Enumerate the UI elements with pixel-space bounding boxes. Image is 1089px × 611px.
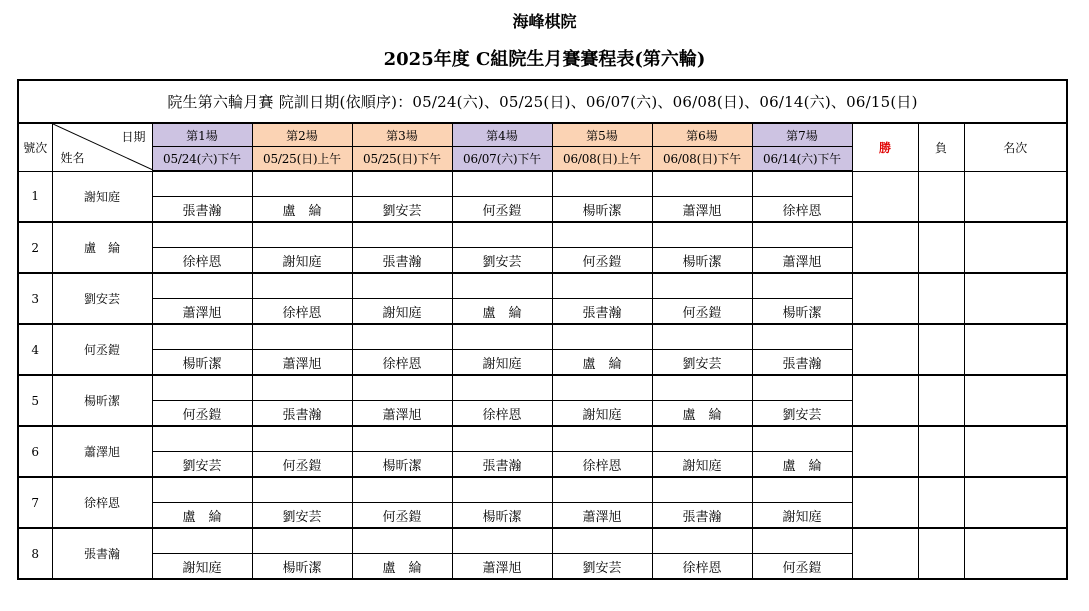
round-5-date: 06/08(日)上午 <box>552 147 652 172</box>
result-cell[interactable] <box>152 375 252 401</box>
result-cell[interactable] <box>652 528 752 554</box>
round-7-header: 第7場 <box>752 123 852 147</box>
win-cell[interactable] <box>852 324 918 375</box>
opponent-name: 蕭澤旭 <box>252 350 352 376</box>
win-cell[interactable] <box>852 528 918 579</box>
result-cell[interactable] <box>152 324 252 350</box>
rank-cell[interactable] <box>964 528 1067 579</box>
player-row <box>18 426 1067 452</box>
result-cell[interactable] <box>452 477 552 503</box>
result-cell[interactable] <box>752 171 852 197</box>
result-cell[interactable] <box>252 477 352 503</box>
result-cell[interactable] <box>452 426 552 452</box>
result-cell[interactable] <box>552 528 652 554</box>
round-5-header: 第5場 <box>552 123 652 147</box>
player-name: 何丞鎧 <box>52 324 152 375</box>
result-cell[interactable] <box>152 273 252 299</box>
result-cell[interactable] <box>452 222 552 248</box>
result-cell[interactable] <box>152 528 252 554</box>
result-cell[interactable] <box>452 273 552 299</box>
round-2-date: 05/25(日)上午 <box>252 147 352 172</box>
player-row <box>18 375 1067 401</box>
result-cell[interactable] <box>752 477 852 503</box>
opponent-name: 何丞鎧 <box>152 401 252 427</box>
opponent-name: 劉安芸 <box>152 452 252 478</box>
opponent-name: 徐梓恩 <box>752 197 852 223</box>
opponent-name: 楊昕潔 <box>652 248 752 274</box>
opponent-name: 蕭澤旭 <box>152 299 252 325</box>
round-2-header: 第2場 <box>252 123 352 147</box>
opponent-name: 何丞鎧 <box>452 197 552 223</box>
result-cell[interactable] <box>652 426 752 452</box>
opponent-name: 劉安芸 <box>252 503 352 529</box>
result-cell[interactable] <box>252 426 352 452</box>
result-cell[interactable] <box>352 273 452 299</box>
lose-cell[interactable] <box>918 171 964 222</box>
player-name: 劉安芸 <box>52 273 152 324</box>
player-name: 蕭澤旭 <box>52 426 152 477</box>
schedule-table <box>17 79 1068 580</box>
opponent-name: 張書瀚 <box>652 503 752 529</box>
opponent-name: 謝知庭 <box>352 299 452 325</box>
result-cell[interactable] <box>252 171 352 197</box>
player-number: 5 <box>18 375 52 426</box>
opponent-name: 何丞鎧 <box>652 299 752 325</box>
lose-cell[interactable] <box>918 426 964 477</box>
result-cell[interactable] <box>752 426 852 452</box>
opponent-name: 劉安芸 <box>652 350 752 376</box>
opponent-name: 劉安芸 <box>352 197 452 223</box>
result-cell[interactable] <box>452 528 552 554</box>
school-title: 海峰棋院 <box>512 12 577 31</box>
player-number: 7 <box>18 477 52 528</box>
result-cell[interactable] <box>152 426 252 452</box>
lose-cell[interactable] <box>918 375 964 426</box>
result-cell[interactable] <box>352 375 452 401</box>
opponent-name: 謝知庭 <box>552 401 652 427</box>
opponent-name: 張書瀚 <box>752 350 852 376</box>
player-row <box>18 171 1067 197</box>
opponent-name: 楊昕潔 <box>152 350 252 376</box>
opponent-name: 楊昕潔 <box>352 452 452 478</box>
lose-cell[interactable] <box>918 528 964 579</box>
result-cell[interactable] <box>352 477 452 503</box>
rank-cell[interactable] <box>964 222 1067 273</box>
result-cell[interactable] <box>652 324 752 350</box>
opponent-name: 徐梓恩 <box>352 350 452 376</box>
player-name: 徐梓恩 <box>52 477 152 528</box>
player-row <box>18 273 1067 299</box>
opponent-name: 蕭澤旭 <box>552 503 652 529</box>
result-cell[interactable] <box>552 171 652 197</box>
opponent-name: 何丞鎧 <box>552 248 652 274</box>
result-cell[interactable] <box>652 477 752 503</box>
name-header-label: 姓名 <box>60 150 85 165</box>
result-cell[interactable] <box>252 375 352 401</box>
result-cell[interactable] <box>752 528 852 554</box>
player-row <box>18 222 1067 248</box>
result-cell[interactable] <box>552 222 652 248</box>
opponent-name: 盧 綸 <box>652 401 752 427</box>
seq-header: 號次 <box>18 123 52 171</box>
round-4-date: 06/07(六)下午 <box>452 147 552 172</box>
win-cell[interactable] <box>852 375 918 426</box>
opponent-name: 楊昕潔 <box>452 503 552 529</box>
rank-cell[interactable] <box>964 171 1067 222</box>
result-cell[interactable] <box>252 222 352 248</box>
lose-header: 負 <box>918 123 964 171</box>
schedule-title: 2025年度 C組院生月賽賽程表(第六輪) <box>383 49 706 70</box>
opponent-name: 楊昕潔 <box>252 554 352 580</box>
opponent-name: 何丞鎧 <box>752 554 852 580</box>
opponent-name: 盧 綸 <box>552 350 652 376</box>
win-cell[interactable] <box>852 477 918 528</box>
win-header: 勝 <box>852 123 918 171</box>
opponent-name: 謝知庭 <box>252 248 352 274</box>
result-cell[interactable] <box>452 171 552 197</box>
opponent-name: 蕭澤旭 <box>352 401 452 427</box>
lose-cell[interactable] <box>918 324 964 375</box>
result-cell[interactable] <box>552 375 652 401</box>
rank-cell[interactable] <box>964 477 1067 528</box>
opponent-name: 盧 綸 <box>452 299 552 325</box>
opponent-name: 楊昕潔 <box>552 197 652 223</box>
result-cell[interactable] <box>752 375 852 401</box>
opponent-name: 盧 綸 <box>152 503 252 529</box>
result-cell[interactable] <box>252 324 352 350</box>
result-cell[interactable] <box>452 375 552 401</box>
opponent-name: 徐梓恩 <box>152 248 252 274</box>
player-name: 張書瀚 <box>52 528 152 579</box>
result-cell[interactable] <box>652 222 752 248</box>
rank-cell[interactable] <box>964 375 1067 426</box>
result-cell[interactable] <box>552 477 652 503</box>
round-3-date: 05/25(日)下午 <box>352 147 452 172</box>
player-number: 8 <box>18 528 52 579</box>
opponent-name: 徐梓恩 <box>452 401 552 427</box>
win-cell[interactable] <box>852 171 918 222</box>
lose-cell[interactable] <box>918 273 964 324</box>
player-number: 6 <box>18 426 52 477</box>
opponent-name: 何丞鎧 <box>252 452 352 478</box>
opponent-name: 徐梓恩 <box>252 299 352 325</box>
opponent-name: 謝知庭 <box>152 554 252 580</box>
player-name: 楊昕潔 <box>52 375 152 426</box>
result-cell[interactable] <box>152 477 252 503</box>
opponent-name: 蕭澤旭 <box>652 197 752 223</box>
win-cell[interactable] <box>852 426 918 477</box>
result-cell[interactable] <box>652 273 752 299</box>
player-row <box>18 528 1067 554</box>
rank-header: 名次 <box>964 123 1067 171</box>
opponent-name: 張書瀚 <box>452 452 552 478</box>
result-cell[interactable] <box>552 273 652 299</box>
result-cell[interactable] <box>652 171 752 197</box>
player-name: 謝知庭 <box>52 171 152 222</box>
round-4-header: 第4場 <box>452 123 552 147</box>
result-cell[interactable] <box>752 273 852 299</box>
opponent-name: 楊昕潔 <box>752 299 852 325</box>
opponent-name: 劉安芸 <box>552 554 652 580</box>
opponent-name: 張書瀚 <box>152 197 252 223</box>
player-number: 3 <box>18 273 52 324</box>
opponent-name: 蕭澤旭 <box>452 554 552 580</box>
result-cell[interactable] <box>652 375 752 401</box>
opponent-name: 謝知庭 <box>652 452 752 478</box>
rank-cell[interactable] <box>964 324 1067 375</box>
result-cell[interactable] <box>352 222 452 248</box>
result-cell[interactable] <box>252 528 352 554</box>
result-cell[interactable] <box>352 528 452 554</box>
opponent-name: 徐梓恩 <box>652 554 752 580</box>
player-number: 4 <box>18 324 52 375</box>
rank-cell[interactable] <box>964 273 1067 324</box>
round-7-date: 06/14(六)下午 <box>752 147 852 172</box>
player-number: 2 <box>18 222 52 273</box>
win-cell[interactable] <box>852 273 918 324</box>
result-cell[interactable] <box>552 426 652 452</box>
opponent-name: 盧 綸 <box>352 554 452 580</box>
round-6-date: 06/08(日)下午 <box>652 147 752 172</box>
result-cell[interactable] <box>252 273 352 299</box>
opponent-name: 蕭澤旭 <box>752 248 852 274</box>
opponent-name: 謝知庭 <box>452 350 552 376</box>
result-cell[interactable] <box>452 324 552 350</box>
result-cell[interactable] <box>752 222 852 248</box>
round-1-header: 第1場 <box>152 123 252 147</box>
result-cell[interactable] <box>752 324 852 350</box>
player-name: 盧 綸 <box>52 222 152 273</box>
result-cell[interactable] <box>152 171 252 197</box>
date-name-header <box>52 123 152 171</box>
opponent-name: 徐梓恩 <box>552 452 652 478</box>
opponent-name: 盧 綸 <box>252 197 352 223</box>
opponent-name: 劉安芸 <box>452 248 552 274</box>
opponent-name: 盧 綸 <box>752 452 852 478</box>
result-cell[interactable] <box>352 171 452 197</box>
round-3-header: 第3場 <box>352 123 452 147</box>
win-cell[interactable] <box>852 222 918 273</box>
training-dates-notice: 院生第六輪月賽 院訓日期(依順序)：05/24(六)、05/25(日)、06/07(六)、06/08(日)、06/14(六)、06/15(日) <box>18 80 1067 123</box>
opponent-name: 謝知庭 <box>752 503 852 529</box>
opponent-name: 張書瀚 <box>552 299 652 325</box>
opponent-name: 張書瀚 <box>252 401 352 427</box>
result-cell[interactable] <box>552 324 652 350</box>
opponent-name: 何丞鎧 <box>352 503 452 529</box>
opponent-name: 張書瀚 <box>352 248 452 274</box>
player-row <box>18 324 1067 350</box>
round-1-date: 05/24(六)下午 <box>152 147 252 172</box>
result-cell[interactable] <box>352 426 452 452</box>
result-cell[interactable] <box>152 222 252 248</box>
rank-cell[interactable] <box>964 426 1067 477</box>
lose-cell[interactable] <box>918 222 964 273</box>
opponent-name: 劉安芸 <box>752 401 852 427</box>
date-header-label: 日期 <box>121 130 146 144</box>
round-6-header: 第6場 <box>652 123 752 147</box>
result-cell[interactable] <box>352 324 452 350</box>
player-number: 1 <box>18 171 52 222</box>
lose-cell[interactable] <box>918 477 964 528</box>
player-row <box>18 477 1067 503</box>
